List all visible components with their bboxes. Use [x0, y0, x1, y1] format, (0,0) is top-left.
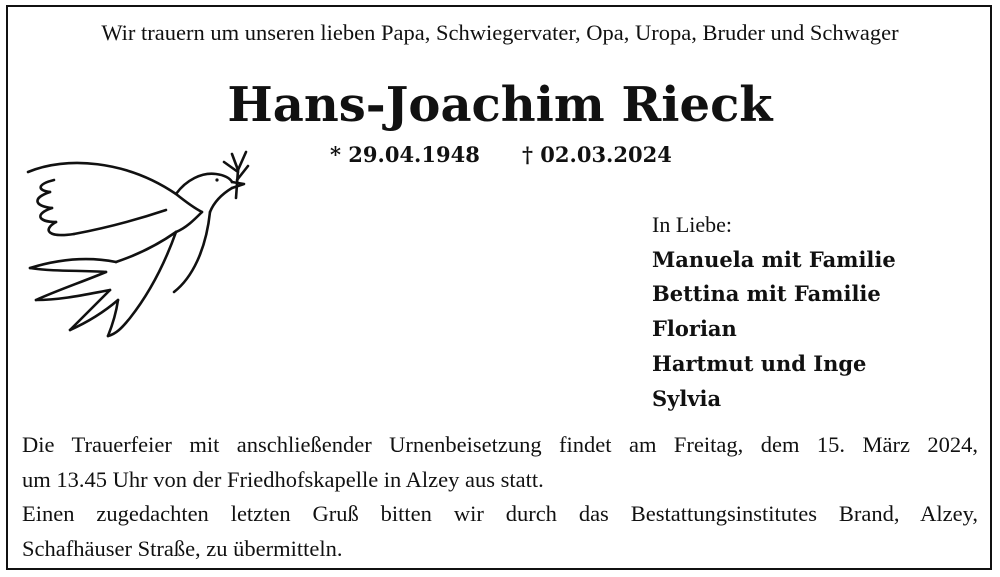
signature-name: Florian	[652, 316, 737, 342]
funeral-notice	[22, 428, 978, 566]
signature-name: Hartmut und Inge	[652, 350, 867, 376]
signatures-heading: In Liebe:	[652, 212, 733, 237]
notice-line: Die Trauerfeier mit anschließender Urnenbeisetzung findet am Freitag, dem 15. März 2024,	[22, 432, 978, 457]
signatures-block	[652, 208, 982, 416]
dove-with-branch-icon	[26, 150, 256, 345]
signature-name: Sylvia	[652, 385, 722, 411]
signature-name: Bettina mit Familie	[652, 281, 881, 307]
death-date: † 02.03.2024	[522, 142, 672, 167]
birth-date: * 29.04.1948	[330, 142, 480, 167]
intro-line: Wir trauern um unseren lieben Papa, Schwiegervater, Opa, Uropa, Bruder und Schwager	[101, 20, 899, 45]
signature-name: Manuela mit Familie	[652, 246, 896, 272]
deceased-name: Hans-Joachim Rieck	[227, 77, 773, 133]
notice-line: Schafhäuser Straße, zu übermitteln.	[22, 535, 343, 561]
notice-line: um 13.45 Uhr von der Friedhofskapelle in Alzey aus statt.	[22, 466, 544, 492]
notice-line: Einen zugedachten letzten Gruß bitten wir durch das Bestattungsinstitutes Brand, Alzey,	[22, 501, 978, 526]
